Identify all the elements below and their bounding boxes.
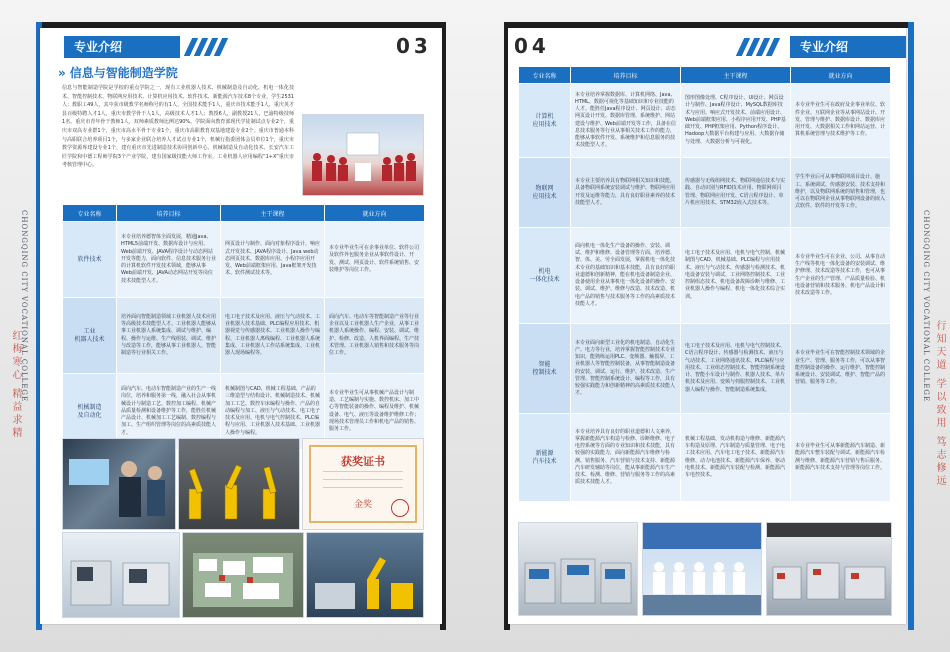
table-header-row bbox=[63, 205, 425, 222]
right-page-blue-edge bbox=[908, 22, 914, 630]
red-seal-icon bbox=[391, 499, 409, 517]
table-row bbox=[519, 324, 891, 414]
major-courses: 网页设计与制作、面向对象程序设计、响应式开发技术、JAVA程序设计、Java web动态网页技术、数据库应用、小程序应用开发、Web前端框架应用、Java框架开发技术、软件测试技术等。 bbox=[221, 222, 325, 298]
right-major-table bbox=[518, 66, 891, 502]
students-computer-photo bbox=[62, 438, 176, 530]
major-name: 工业 机器人技术 bbox=[63, 298, 117, 374]
group-photo-figures bbox=[303, 115, 423, 195]
page-number: 04 bbox=[514, 34, 550, 58]
major-career: 本专业毕业生可从事新能源汽车制造、新能源汽车整车装配与调试、新能源汽车检测与维修、新能源汽车营销与售后服务、新能源汽车技术支持与管理等岗位工作。 bbox=[791, 414, 891, 502]
header-major-name: 专业名称 bbox=[63, 205, 117, 222]
major-courses: 图形图像处理、C程序设计、UI设计、网页设计与制作、Java程序设计、MySQL数据库技术与应用、响应式开发技术、前端应用设计、Web前端框架应用、小程序应用开发、PHP基础开发、PHP框架应用、Python程序设计、Hadoop大数据平台构建与应用、大数据存储与处理、大数据分析与可视化。 bbox=[681, 84, 791, 158]
table-row bbox=[63, 222, 425, 298]
left-side-english: CHONGQING CITY VOCATIONAL COLLEGE bbox=[20, 210, 28, 403]
major-career: 本专业毕业生可在政府及企事业单位、软件企业、互联网企业等从事网站设计、开发、管理与维护、数据库设计、数据库应用开发、大数据相关工作和网站运营、计算机系统管理与技术维护等工作。 bbox=[791, 84, 891, 158]
left-major-table bbox=[62, 204, 425, 450]
section-tag: 专业介绍 bbox=[790, 36, 906, 58]
table-row bbox=[519, 228, 891, 324]
major-goal: 培养面向智能制造领域工业机器人技术应用等高级技术技能型人才。工业机器人能够从事工业机器人系统集成、调试与维护、编程、操作与运维、生产线组装、调试、维护与改造等工作，能够从事工业机器人、智能制造等行业相关工作。 bbox=[117, 298, 221, 374]
left-side-calligraphy: 红梅寒心 精益求精 bbox=[10, 330, 21, 441]
major-career: 本专业毕业生可从事机械产品设计与制造、工艺编制与实施、数控机床、加工中心等智能装备的操作、编程及维护、机械设备、电气、液压等设备维护维修工作；现场技术管理员工作和机电产品的销售、服务工作。 bbox=[325, 374, 425, 450]
major-career: 本专业毕业生可在企业、公司、从事自动生产线等机电一体化设备的安装调试、维护修理、技术改造等技术工作，也可从事生产企业的生产管理、产品质量检验、机电设备营销和技术服务、机电产品设计和技术改造等工作。 bbox=[791, 228, 891, 324]
major-career: 本专业毕业生可在智能控制技术领域的企业生产、管理、服务等工作，可以从事智能控制设备的操作、运行维护、智能控制系统设计、安装调试、维护、智能产品的营销、服务等工作。 bbox=[791, 324, 891, 414]
robot-line-photo bbox=[178, 438, 300, 530]
major-courses: 机械工程基础、发动机构造与维修、新能源汽车构造及原理、汽车制造与质量管理、电子电工技术应用、汽车电工电子技术、新能源汽车维修、动力电池技术、新能源汽车保养、驱动电机技术、新能源汽车装配与检测、新能源汽车电控技术。 bbox=[681, 414, 791, 502]
double-chevron-icon: » bbox=[58, 66, 66, 80]
major-goal: 本专业培养掌握数据库、计算机网络、Java、HTML、数据可视化等基础知识和专业技能的人才。能胜任Java程序设计、网页设计、动态网页设计开发、数据库管理、系统维护、网站建设与维护、Web前端开发等工作，具备在信息技术服务等行业从事相关技术工作的能力，能够从事软件开发、系统维护和信息服务的技术技能型人才。 bbox=[571, 84, 681, 158]
right-side-english: CHONGQING CITY VOCATIONAL COLLEGE bbox=[922, 210, 930, 403]
college-title: » 信息与智能制造学院 bbox=[58, 66, 178, 80]
major-courses: 电工电子技术及应用、电机与电气控制技术、C语言程序设计、传感器与检测技术、液压与气动技术、工业网络通讯技术、PLC编程与应用技术、工业组态控制技术、智能控制系统设计、智能小车设计与制作、机器人技术、单片机技术及应用、变频与伺服控制技术、工业机器人编程与操作、智能制造系统集成。 bbox=[681, 324, 791, 414]
major-name: 计算机 应用技术 bbox=[519, 84, 571, 158]
header-career: 就业方向 bbox=[325, 205, 425, 222]
right-page bbox=[508, 28, 906, 624]
header-courses: 主干课程 bbox=[221, 205, 325, 222]
header-major-name: 专业名称 bbox=[519, 67, 571, 84]
right-header bbox=[736, 36, 906, 58]
college-intro: 信息与智能制造学院是学校的重点学院之一，现有工业机器人技术、机械制造及自动化、机电一体化技术、智能控制技术、物联网应用技术、计算机应用技术、软件技术、新能源汽车技术8个专业，学生2531人；教职工49人，其中获市级教学名师称号的有1人、全国技术能手1人，重庆市技术能手1人，重庆英才县百级特聘人才1人，重庆市教学骨干人1人，高级技术人才1人；教授6人，副教授21人，巴渝特级技师1名，重庆市青年骨干教师1人，双师素质教师比例达90%。学院面向教育部现代学徒制试点专业2个，重庆市双高专业群1个，重庆市高水平骨干专业1个，重庆市高职教育双基地建设专业2个。重庆市普通本科与高职联合培养项目1个，与多家企业联合培养人才试点专业1个，机械行指委团体会员单位1个，重庆市教学资源库建设专业1个，建有重庆市先进制造技术协同创新中心、机械制造及自动化技术、长安汽车工匠学院和中德工程师学院3个产业学院，建有国家级技能大师工作室，工业机器人应用编程“1+X”重庆市考核管理中心。 bbox=[62, 85, 294, 169]
table-row bbox=[519, 84, 891, 158]
major-courses: 电工电子技术及应用、液压与气动技术、工业机器人技术基础、PLC编程应用技术、机器视觉与传感器技术、工业机器人操作与编程、工业机器人离线编程、工业机器人系统集成、工业机器人工作站系统集成、工业机器人现场编程等。 bbox=[221, 298, 325, 374]
factory-model-photo bbox=[182, 532, 304, 618]
major-goal: 面向汽车、电动车智能制造产业的生产一线岗位，培养和服务第一线，融入社会从事机械设计与制造工艺、数控加工编程、机械产品质量检测和设备维护等工作，能胜任机械产品设计、机械加工工艺编制、数控编程与加工、生产组织管理等岗位的高素质技能人才。 bbox=[117, 374, 221, 450]
table-header-row bbox=[519, 67, 891, 84]
header-courses: 主干课程 bbox=[681, 67, 791, 84]
right-side-calligraphy: 行知天道 学以致用 笃志修远 bbox=[934, 320, 945, 489]
table-row bbox=[519, 158, 891, 228]
major-career: 学生毕业后可从事物联网项目设计、施工、系统调试、传感器安装、技术支持和维护，以及物联网系统的销售和管理，也可以在物联网企业从事物联网设备的嵌入式软件、软件的开发等工作。 bbox=[791, 158, 891, 228]
header-career: 就业方向 bbox=[791, 67, 891, 84]
major-career: 面向汽车、电动车等智能制造产业等行业企业以及工业机器人生产企业，从事工业机器人系统操作、编程、安装、调试、维护、检修、改造、人机界面编程、生产技术管理、工业机器人销售和技术服务等岗位工作。 bbox=[325, 298, 425, 374]
major-name: 智能 控制技术 bbox=[519, 324, 571, 414]
major-name: 机械制造 及自动化 bbox=[63, 374, 117, 450]
major-goal: 面向机电一体化生产设备的操作、安装、调试、维护和维修、设备管理等方面，培养德、智、体、美、劳全面发展，掌握机电一体化技术专业的基础知识和基本技能，具有良好的职业道德和创新精神，能在机电设备制造企业、设备使用企业从事机电一体化设备的操作、安装、调试、维护、维修与改造、技术改造、机电产品的销售与技术服务等工作的高素质技术技能人才。 bbox=[571, 228, 681, 324]
header-stripes bbox=[188, 38, 238, 56]
certificate-title: 获奖证书 bbox=[341, 455, 385, 468]
major-courses: 机械制图与CAD、机械工程基础、产品的三维造型与结构设计、机械制造技术、机械加工工艺、数控车床编程与操作、产品的自动编程与加工、液压与气动技术、电工电子技术及应用、电机与电气控制技术、PLC编程与应用、工业机器人技术基础、工业机器人操作与编程。 bbox=[221, 374, 325, 450]
major-name: 新能源 汽车技术 bbox=[519, 414, 571, 502]
major-name: 软件技术 bbox=[63, 222, 117, 298]
section-tag: 专业介绍 bbox=[64, 36, 180, 58]
major-name: 机电 一体化技术 bbox=[519, 228, 571, 324]
cnc-lab-photo bbox=[62, 532, 180, 618]
left-page bbox=[40, 28, 442, 624]
major-goal: 本专业面向新型工业化的机电制造、自动化生产、电力等行业，培养掌握智能控制技术专业知识，能熟练运用PLC、变频器、触摸屏、工业机器人等智能控制装备，从事智能制造设备的安装、调试、运行、维护、技术改造、生产管理、智能控制系统设计、编程等工作，具有较强实践能力和创新精神的高素质技术技能人才。 bbox=[571, 324, 681, 414]
header-goal: 培养目标 bbox=[117, 205, 221, 222]
certificate-prize: 金奖 bbox=[353, 500, 372, 510]
table-row bbox=[63, 298, 425, 374]
header-stripes bbox=[736, 38, 786, 56]
training-lab-photo bbox=[518, 522, 638, 616]
robot-arm-lab-photo bbox=[306, 532, 424, 618]
competition-team-photo bbox=[642, 522, 762, 616]
major-name: 物联网 应用技术 bbox=[519, 158, 571, 228]
left-header bbox=[64, 36, 234, 58]
award-certificate-photo bbox=[302, 438, 424, 530]
equipment-hall-photo bbox=[766, 522, 892, 616]
major-career: 本专业毕业生可在企事业单位、软件公司及软件外包服务企业从事软件设计、开发、测试、网页设计、软件系统销售、安装维护等岗位工作。 bbox=[325, 222, 425, 298]
major-goal: 本专业主要培养具有物联网相关知识和技能，具备物联网系统安装调试与维护、物联网应用开发及运维等能力，具有良好职业素养的技术技能型人才。 bbox=[571, 158, 681, 228]
table-row bbox=[519, 414, 891, 502]
major-goal: 本专业培养德智体全面发展，精通Java、HTML5前端开发、数据库设计与应用、Web前端开发、JAVA程序设计与动态网站开发等能力，面向软件、信息技术服务行业的计算机软件开发技术领域，能够从事Web前端开发、JAVA动态网站开发等岗位技术技能型人才。 bbox=[117, 222, 221, 298]
page-number: 03 bbox=[396, 34, 432, 58]
major-courses: 电工电子技术及应用、电机与电气控制、机械制图与CAD、机械基础、PLC编程与应用技术、液压与气动技术、传感器与检测技术、机电设备安装与调试、工业网络控制技术、工业控制组态技术、机电设备故障诊断与维修、工业机器人操作与编程、机电一体化技术综合实训。 bbox=[681, 228, 791, 324]
group-photo bbox=[302, 114, 424, 196]
major-courses: 传感器与无线组网技术、物联网通信技术与实践、自动识别与RFID技术应用、物联网项目管理、物联网应用开发、C语言程序设计、单片机应用技术、STM32嵌入式技术等。 bbox=[681, 158, 791, 228]
major-goal: 本专业培养具有良好的职业道德和人文素养，掌握新能源汽车构造与检修、诊断维修、电子电控系统等方面的专业知识和技术技能，具有较强的实践能力，面向新能源汽车维修与检测、销售服务、汽车营销与技术支持、新能源汽车研发辅助等岗位，能从事新能源汽车生产技术、检测、维修、营销与服务等工作的高素质技术技能人才。 bbox=[571, 414, 681, 502]
header-goal: 培养目标 bbox=[571, 67, 681, 84]
